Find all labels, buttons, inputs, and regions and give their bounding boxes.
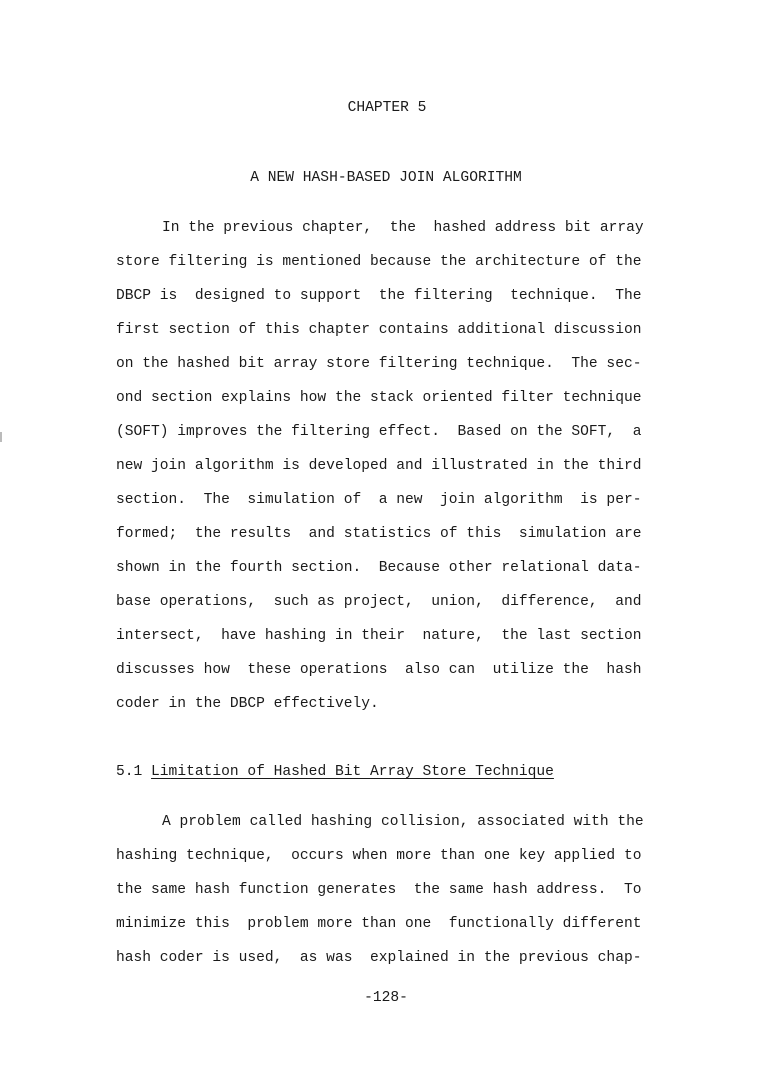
page-number: -128-: [364, 990, 408, 1006]
paragraph-line: base operations, such as project, union, difference, and: [116, 594, 642, 610]
chapter-label: CHAPTER 5: [347, 100, 427, 116]
paragraph-line: hashing technique, occurs when more than one key applied to: [116, 848, 642, 864]
paragraph-line: hash coder is used, as was explained in the previous chap-: [116, 950, 642, 966]
paragraph-line: DBCP is designed to support the filtering technique. The: [116, 288, 642, 304]
paragraph-line: the same hash function generates the same hash address. To: [116, 882, 642, 898]
section-title: Limitation of Hashed Bit Array Store Technique: [151, 764, 554, 780]
section-heading: [116, 763, 672, 781]
paragraph-line: store filtering is mentioned because the architecture of the: [116, 254, 642, 270]
paragraph-line: A problem called hashing collision, associated with the: [162, 814, 644, 830]
paragraph-line: In the previous chapter, the hashed address bit array: [162, 220, 644, 236]
paragraph-line: shown in the fourth section. Because other relational data-: [116, 560, 642, 576]
paragraph-line: discusses how these operations also can utilize the hash: [116, 662, 642, 678]
section-number: 5.1: [116, 764, 143, 780]
paragraph-line: new join algorithm is developed and illustrated in the third: [116, 458, 642, 474]
paragraph-line: intersect, have hashing in their nature, the last section: [116, 628, 642, 644]
paragraph-line: coder in the DBCP effectively.: [116, 696, 379, 712]
paragraph-line: formed; the results and statistics of this simulation are: [116, 526, 642, 542]
scan-mark: [0, 432, 2, 442]
paragraph-line: ond section explains how the stack oriented filter technique: [116, 390, 642, 406]
paragraph-line: first section of this chapter contains additional discussion: [116, 322, 642, 338]
paragraph-line: minimize this problem more than one functionally different: [116, 916, 642, 932]
chapter-title: A NEW HASH-BASED JOIN ALGORITHM: [250, 170, 522, 186]
paragraph-line: on the hashed bit array store filtering technique. The sec-: [116, 356, 642, 372]
paragraph-line: (SOFT) improves the filtering effect. Based on the SOFT, a: [116, 424, 642, 440]
paragraph-line: section. The simulation of a new join algorithm is per-: [116, 492, 642, 508]
